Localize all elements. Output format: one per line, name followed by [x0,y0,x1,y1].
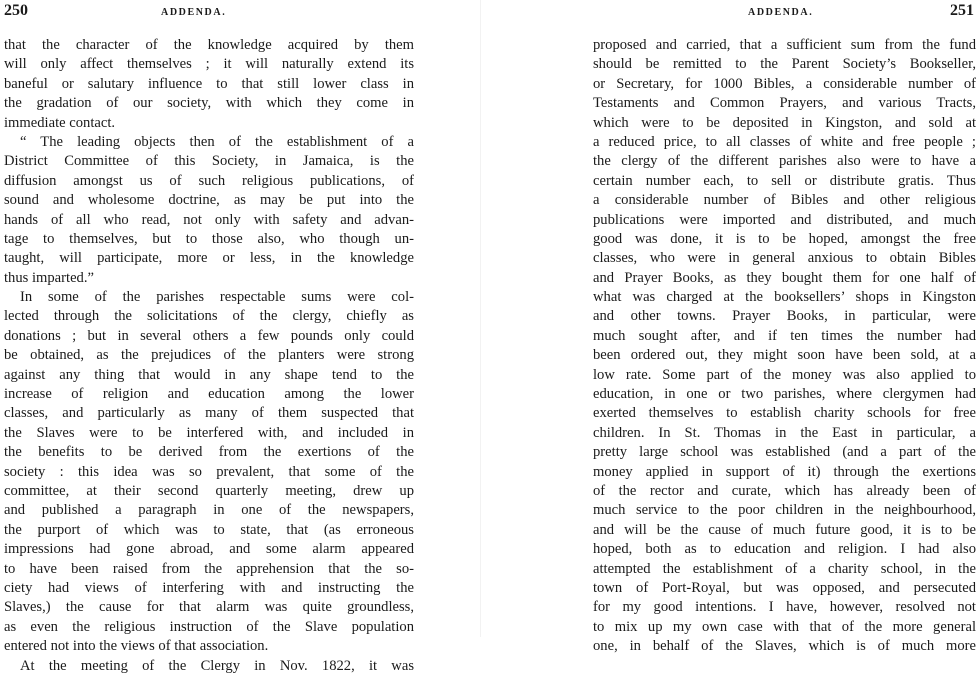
text-line: In some of the parishes respectable sums were col- [20,289,414,306]
text-line: “ The leading objects then of the establishment of a [20,133,414,150]
text-line: immediate contact. [4,114,116,131]
text-line: the gradation of our society, with which they come in [4,95,414,112]
text-line: hoped, both as to education and religion. I had also [593,541,976,558]
text-line: one, in behalf of the Slaves, which is of much more [593,638,976,655]
left-running-title: ADDENDA. [161,7,227,18]
text-line: a reduced price, to all classes of white and free people ; [593,133,976,150]
text-line: the Slaves were to be interfered with, and included in [4,424,414,441]
text-line: education, in one or two parishes, where clergymen had [593,386,976,403]
text-line: At the meeting of the Clergy in Nov. 1822, it was [20,657,414,674]
text-line: lected through the solicitations of the clergy, chiefly as [4,308,414,325]
text-line: good was done, it is to be hoped, amongst the free [593,230,976,247]
text-line: as even the religious instruction of the Slave population [4,618,414,635]
text-line: of the rector and curate, which has already been of [593,482,976,499]
text-line: increase of religion and education among the lower [4,386,414,403]
right-running-head [593,0,976,22]
text-line: proposed and carried, that a sufficient sum from the fund [593,37,976,53]
text-line: to mix up my own case with that of the more general [593,618,976,635]
text-line: thus imparted.” [4,269,94,286]
text-line: money applied in support of it) through the exertions [593,463,976,480]
text-line: town of Port-Royal, but was opposed, and persecuted [593,579,976,596]
text-line: entered not into the views of that association. [4,638,269,655]
text-line: certain number each, to sell or distribute gratis. Thus [593,172,976,189]
text-line: classes, and particularly as many of them suspected that [4,405,414,422]
text-line: publications were imported and distributed, and much [593,211,976,228]
text-line: District Committee of this Society, in Jamaica, is the [4,153,414,170]
text-line: tage to themselves, but to those also, who though un- [4,230,414,247]
text-line: classes, who were in general anxious to obtain Bibles [593,250,976,267]
text-line: and other towns. Prayer Books, in particular, were [593,308,976,325]
text-line: been ordered out, they might soon have been sold, at a [593,347,976,364]
text-line: impressions had gone abroad, and some alarm appeared [4,541,414,558]
text-line: will only affect themselves ; it will naturally extend its [4,56,414,73]
right-body-text [593,36,976,657]
right-running-title: ADDENDA. [748,7,814,18]
text-line: the purport of which was to state, that (as erroneous [4,521,414,538]
text-line: low rate. Some part of the money was also applied to [593,366,976,383]
text-line: sound and wholesome doctrine, as may be put into the [4,192,414,209]
left-page-number: 250 [4,2,28,19]
text-line: children. In St. Thomas in the East in particular, a [593,424,976,441]
text-line: or Secretary, for 1000 Bibles, a considerable number of [593,75,976,92]
text-line: and published a paragraph in one of the newspapers, [4,502,414,519]
text-line: a considerable number of Bibles and other religious [593,192,976,209]
text-line: should be remitted to the Parent Society’s Bookseller, [593,56,976,73]
left-page [4,0,414,674]
text-line: which were to be deposited in Kingston, and sold at [593,114,976,131]
text-line: against any thing that would in any shape tend to the [4,366,414,383]
text-line: hands of all who read, not only with safety and advan- [4,211,414,228]
text-line: what was charged at the booksellers’ shops in Kingston [593,289,976,306]
text-line: to have been raised from the apprehension that the so- [4,560,414,577]
text-line: diffusion amongst us of such religious publications, of [4,172,414,189]
text-line: and will be the cause of much future good, it is to be [593,521,976,538]
right-page-number: 251 [950,2,974,19]
text-line: pretty large school was established (and a part of the [593,444,976,461]
text-line: donations ; but in several others a few pounds only could [4,327,414,344]
text-line: Testaments and Common Prayers, and various Tracts, [593,95,976,112]
text-line: much sought after, and if ten times the number had [593,327,976,344]
text-line: much service to the poor children in the neighbourhood, [593,502,976,519]
text-line: for my good intentions. I have, however, resolved not [593,599,976,616]
text-line: society : this idea was so prevalent, that some of the [4,463,414,480]
text-line: that the character of the knowledge acquired by them [4,37,414,53]
text-line: and Prayer Books, as they bought them for one half of [593,269,976,286]
left-body-text [4,36,414,676]
text-line: ciety had views of interfering with and instructing the [4,579,414,596]
text-line: exerted themselves to establish charity schools for free [593,405,976,422]
text-line: Slaves,) the cause for that alarm was quite groundless, [4,599,414,616]
text-line: committee, at their second quarterly meeting, drew up [4,482,414,499]
text-line: be obtained, as the prejudices of the planters were strong [4,347,414,364]
page-gutter [480,0,481,637]
text-line: the benefits to be derived from the exertions of the [4,444,414,461]
left-running-head [4,0,414,22]
text-line: attempted the establishment of a charity school, in the [593,560,976,577]
text-line: taught, will participate, more or less, in the knowledge [4,250,414,267]
text-line: baneful or salutary influence to that still lower class in [4,75,414,92]
right-page [593,0,976,655]
text-line: the clergy of the different parishes also were to have a [593,153,976,170]
